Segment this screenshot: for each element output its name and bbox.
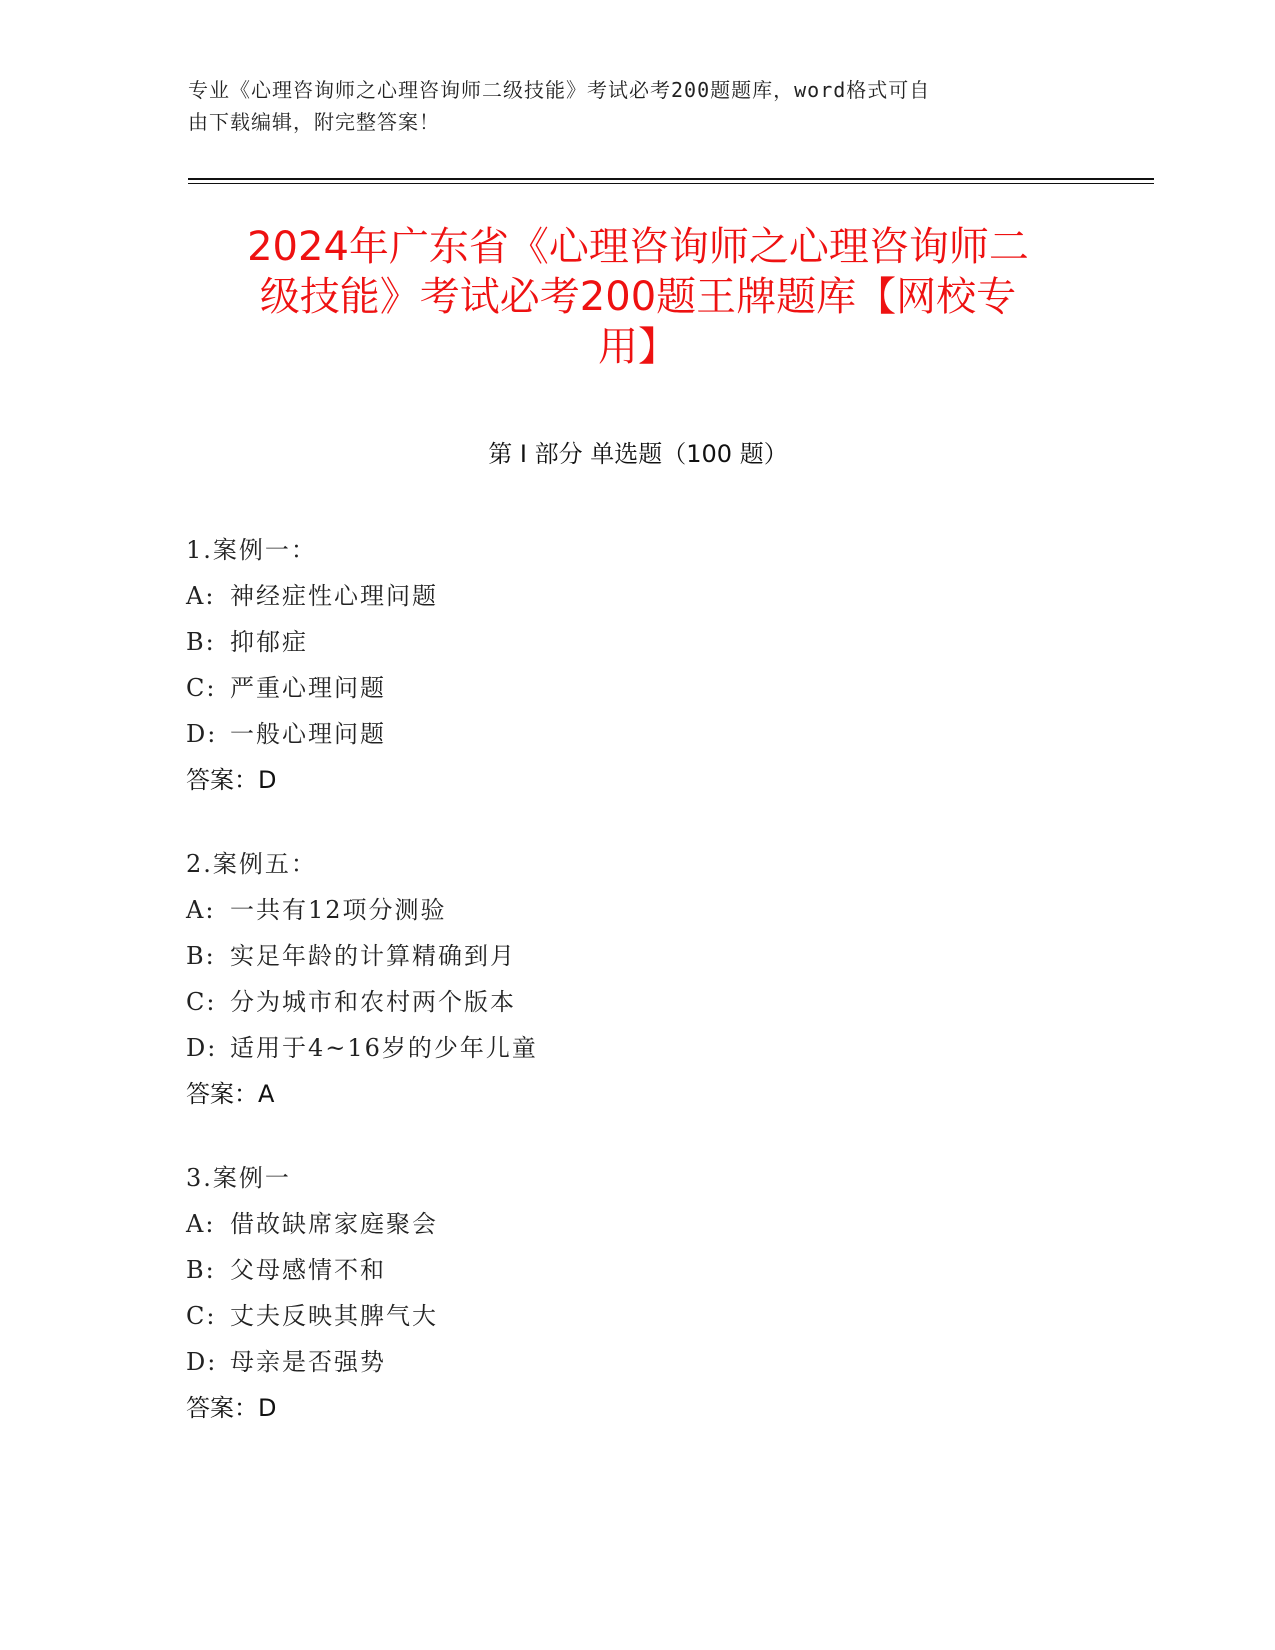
header-note: [188, 74, 1068, 138]
option-letter: A:: [186, 896, 216, 924]
document-title-line1: 2024年广东省《心理咨询师之心理咨询师二: [247, 224, 1029, 270]
document-title-line2: 级技能》考试必考200题王牌题库【网校专: [259, 274, 1017, 320]
header-divider-thick: [188, 178, 1154, 180]
option-text: 母亲是否强势: [230, 1348, 386, 1376]
option-letter: D:: [186, 1348, 218, 1376]
question-item: [186, 1155, 1086, 1431]
option-letter: A:: [186, 1210, 216, 1238]
question-stem: 3.案例一: [186, 1164, 291, 1192]
option-b: [186, 933, 1086, 979]
answer-line: 答案：A: [186, 1080, 275, 1108]
option-d: [186, 1339, 1086, 1385]
question-stem: 2.案例五：: [186, 850, 317, 878]
section-heading: 第 I 部分 单选题（100 题）: [488, 440, 788, 468]
option-text: 借故缺席家庭聚会: [230, 1210, 438, 1238]
option-text: 丈夫反映其脾气大: [230, 1302, 438, 1330]
option-a: [186, 573, 1086, 619]
answer-line: 答案：D: [186, 1394, 277, 1422]
option-d: [186, 1025, 1086, 1071]
question-list: [186, 527, 1086, 1469]
question-item: [186, 841, 1086, 1117]
option-text: 一共有12项分测验: [230, 896, 447, 924]
option-letter: C:: [186, 988, 217, 1016]
option-text: 适用于4~16岁的少年儿童: [230, 1034, 538, 1062]
question-stem: 1.案例一：: [186, 536, 317, 564]
option-text: 实足年龄的计算精确到月: [230, 942, 516, 970]
answer-line: 答案：D: [186, 766, 277, 794]
option-text: 神经症性心理问题: [230, 582, 438, 610]
option-text: 父母感情不和: [230, 1256, 386, 1284]
option-letter: B:: [186, 1256, 216, 1284]
option-letter: C:: [186, 674, 217, 702]
option-letter: D:: [186, 720, 218, 748]
option-letter: D:: [186, 1034, 218, 1062]
header-divider-thin: [188, 183, 1154, 184]
option-text: 分为城市和农村两个版本: [230, 988, 516, 1016]
header-note-line1: 专业《心理咨询师之心理咨询师二级技能》考试必考200题题库，word格式可自: [188, 78, 931, 102]
option-letter: B:: [186, 628, 216, 656]
option-text: 一般心理问题: [230, 720, 386, 748]
option-a: [186, 887, 1086, 933]
option-text: 严重心理问题: [230, 674, 386, 702]
option-c: [186, 1293, 1086, 1339]
option-letter: C:: [186, 1302, 217, 1330]
option-text: 抑郁症: [230, 628, 308, 656]
option-c: [186, 979, 1086, 1025]
option-letter: A:: [186, 582, 216, 610]
option-a: [186, 1201, 1086, 1247]
option-letter: B:: [186, 942, 216, 970]
option-b: [186, 1247, 1086, 1293]
document-title: [188, 222, 1088, 372]
option-c: [186, 665, 1086, 711]
question-item: [186, 527, 1086, 803]
option-b: [186, 619, 1086, 665]
header-note-line2: 由下载编辑，附完整答案！: [188, 110, 440, 134]
document-title-line3: 用】: [598, 324, 678, 370]
option-d: [186, 711, 1086, 757]
